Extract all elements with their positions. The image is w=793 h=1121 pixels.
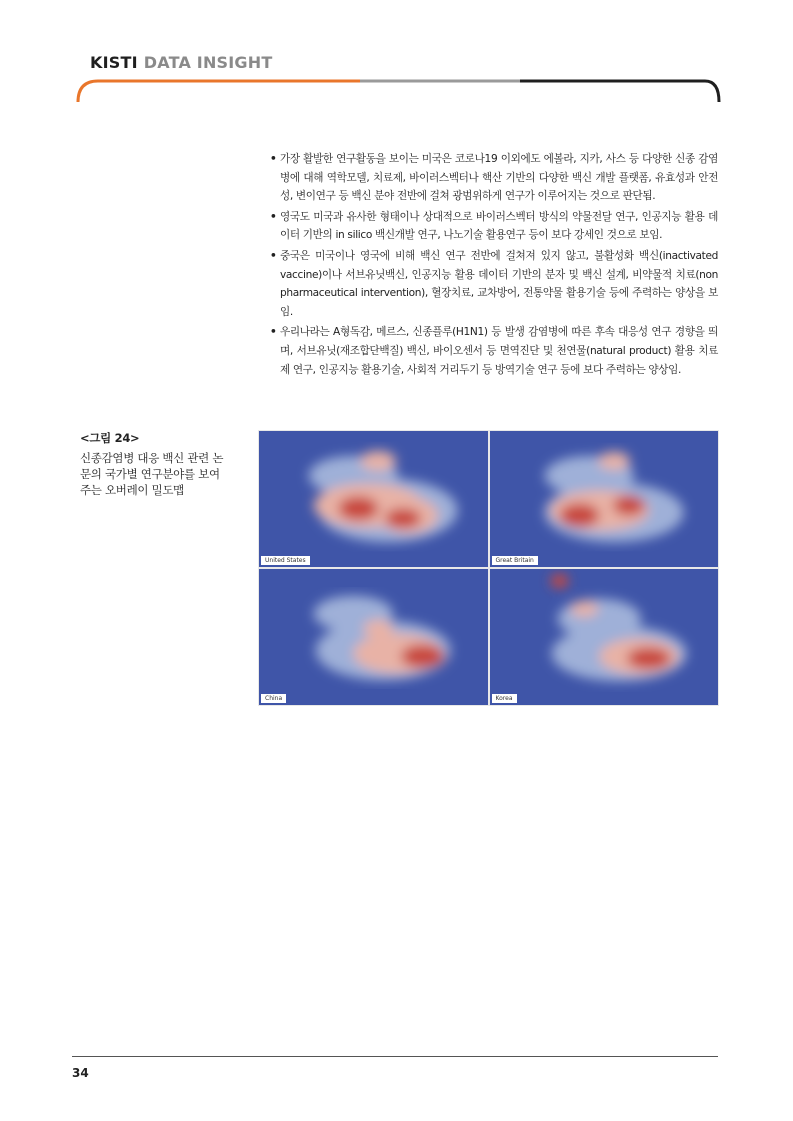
list-item: • 영국도 미국과 유사한 형태이나 상대적으로 바이러스벡터 방식의 약물전달 연구, 인공지능 활용 데이터 기반의 in silico 백신개발 연구, 나노기술 활용연구 등이 보다 강세인 것으로 보임.: [270, 208, 718, 245]
header-title: [90, 53, 272, 72]
figure-caption-text: 신종감염병 대응 백신 관련 논문의 국가별 연구분야를 보여주는 오버레이 밀도맵: [80, 451, 224, 497]
map-label: United States: [261, 556, 310, 565]
density-map-china: [259, 569, 488, 705]
density-map-figure: [258, 430, 719, 706]
brand-name: KISTI: [90, 53, 138, 72]
header-decoration-line: [0, 72, 793, 112]
list-item: • 중국은 미국이나 영국에 비해 백신 연구 전반에 걸쳐져 있지 않고, 불활성화 백신(inactivated vaccine)이나 서브유닛백신, 인공지능 활용 데이터 기반의 분자 및 백신 설계, 비약물적 치료(non pharmaceutical intervention), 혈장치료, 교차방어, 전통약물 활용기술 등에 주력하는 양상을 보임.: [270, 247, 718, 321]
density-map-image: [490, 569, 719, 705]
footer-divider: [72, 1056, 718, 1057]
list-item: • 가장 활발한 연구활동을 보이는 미국은 코로나19 이외에도 에볼라, 지카, 사스 등 다양한 신종 감염병에 대해 역학모델, 치료제, 바이러스벡터나 핵산 기반의 다양한 백신 개발 플랫폼, 유효성과 안전성, 변이연구 등 백신 분야 전반에 걸쳐 광범위하게 연구가 이루어지는 것으로 판단됨.: [270, 150, 718, 206]
map-label: China: [261, 694, 286, 703]
density-map-korea: [490, 569, 719, 705]
figure-number: <그림 24>: [80, 431, 140, 445]
page-number: 34: [72, 1066, 89, 1080]
density-map-image: [259, 569, 488, 705]
map-label: Great Britain: [492, 556, 538, 565]
list-item: • 우리나라는 A형독감, 메르스, 신종플루(H1N1) 등 발생 감염병에 따른 후속 대응성 연구 경향을 띄며, 서브유닛(재조합단백질) 백신, 바이오센서 등 면역진단 및 천연물(natural product) 활용 치료제 연구, 인공지능 활용기술, 사회적 거리두기 등 방역기술 연구 등에 보다 주력하는 양상임.: [270, 323, 718, 379]
density-map-image: [490, 431, 719, 567]
map-label: Korea: [492, 694, 517, 703]
findings-list: [270, 150, 718, 381]
density-map-image: [259, 431, 488, 567]
figure-caption: [80, 430, 230, 498]
density-map-us: [259, 431, 488, 567]
header-subtitle: DATA INSIGHT: [143, 53, 273, 72]
density-map-gb: [490, 431, 719, 567]
